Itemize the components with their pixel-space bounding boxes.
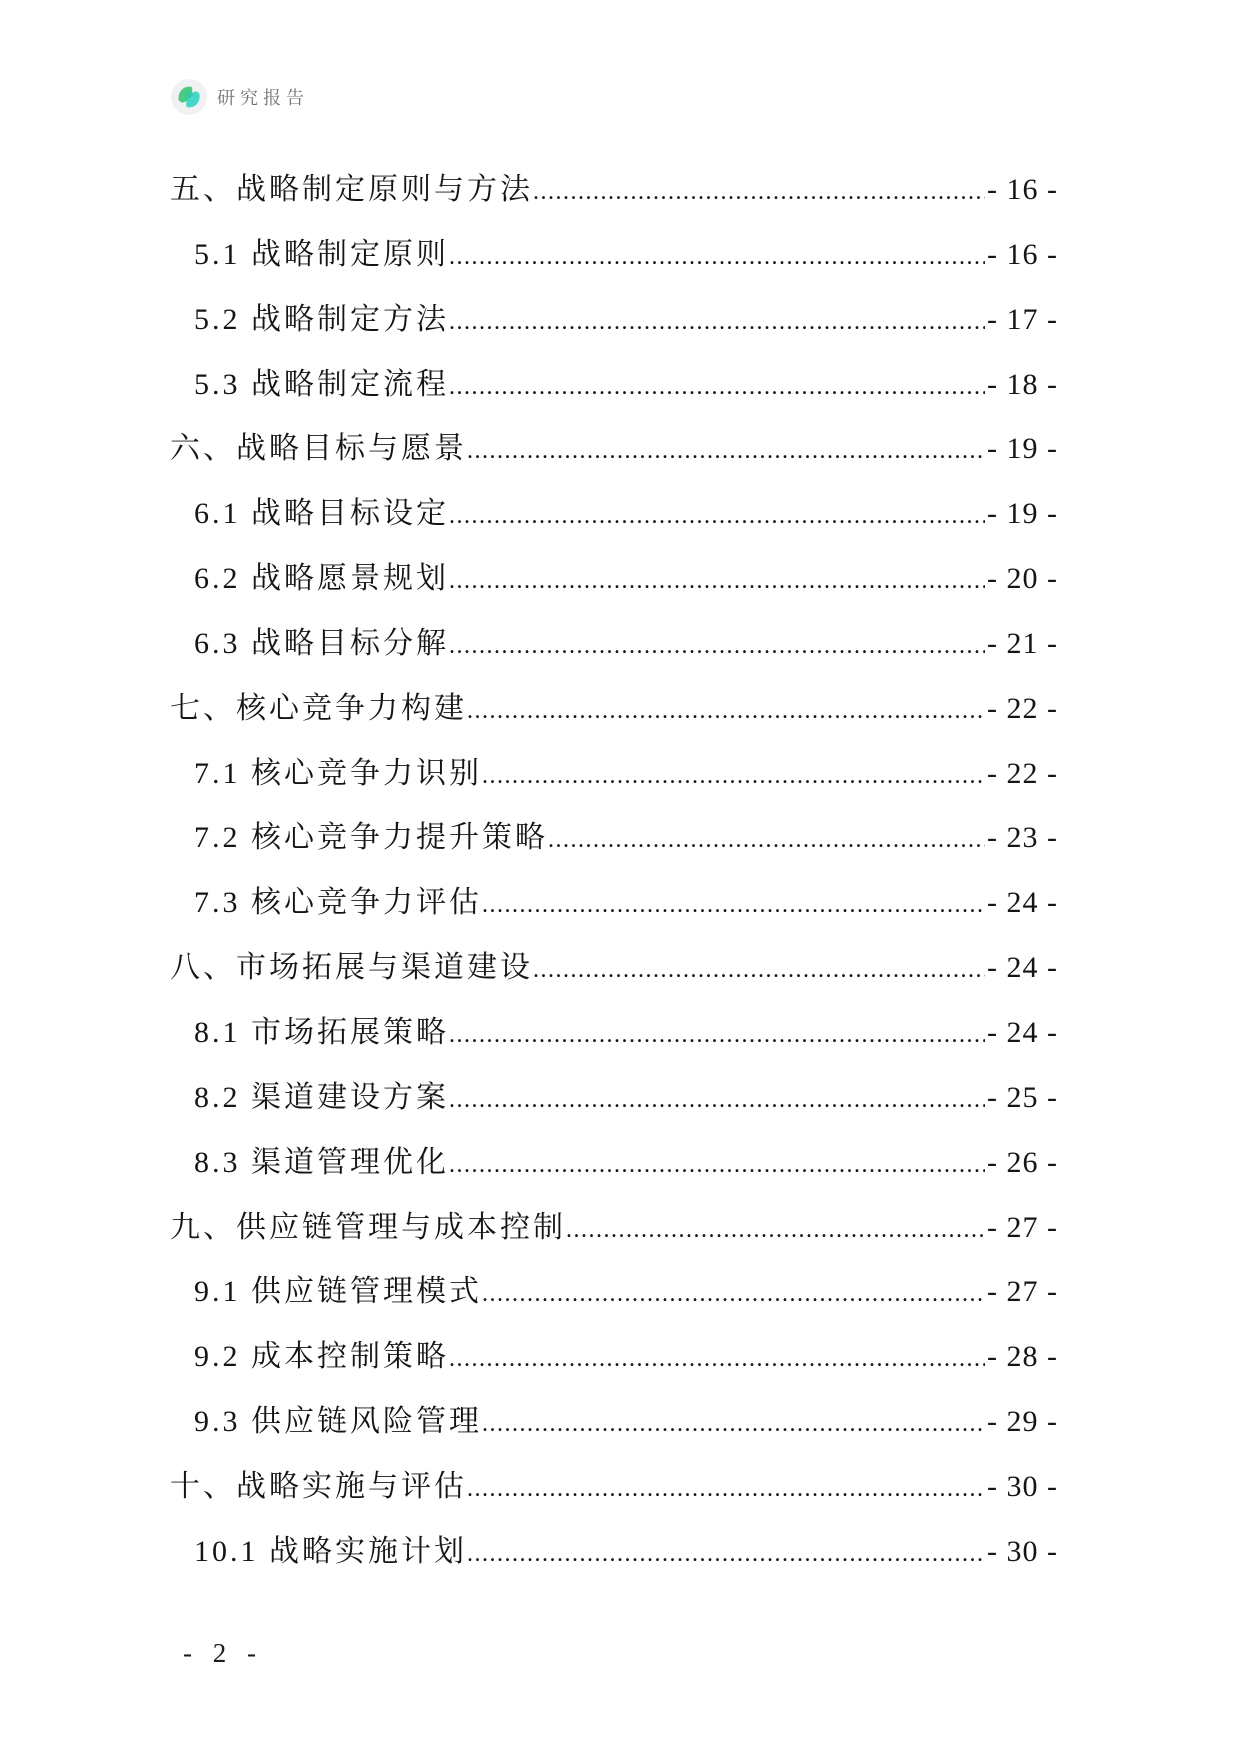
- toc-entry: [170, 290, 1058, 355]
- toc-entry: [170, 1262, 1058, 1327]
- toc-entry-page: - 16 -: [987, 173, 1058, 206]
- toc-entry-label: 5.1 战略制定原则: [194, 237, 449, 271]
- toc-entry-page: - 22 -: [987, 691, 1058, 725]
- toc-entry-page: - 16 -: [987, 237, 1058, 271]
- toc-entry: [170, 549, 1058, 614]
- toc-entry-label: 五、战略制定原则与方法: [170, 173, 533, 206]
- toc-entry: [170, 355, 1058, 420]
- dot-leader: [449, 1022, 985, 1049]
- dot-leader: [449, 244, 985, 271]
- toc-entry-page: - 20 -: [987, 562, 1058, 596]
- toc-entry-page: - 29 -: [987, 1405, 1058, 1439]
- brand-logo-icon: [170, 78, 208, 116]
- toc-entry-label: 10.1 战略实施计划: [194, 1534, 467, 1568]
- toc-entry: [170, 419, 1058, 484]
- toc-entry-label: 8.3 渠道管理优化: [194, 1145, 449, 1179]
- toc-entry: [170, 873, 1058, 938]
- toc-entry-label: 七、核心竞争力构建: [170, 691, 467, 725]
- toc-entry-page: - 24 -: [987, 951, 1058, 985]
- toc-entry-page: - 19 -: [987, 497, 1058, 531]
- dot-leader: [548, 827, 985, 854]
- dot-leader: [533, 179, 985, 206]
- toc-entry-page: - 19 -: [987, 432, 1058, 466]
- toc-entry-page: - 24 -: [987, 886, 1058, 920]
- toc-entry: [170, 1198, 1058, 1263]
- toc-entry-label: 6.2 战略愿景规划: [194, 562, 449, 596]
- toc-entry-page: - 21 -: [987, 626, 1058, 660]
- toc-entry-page: - 25 -: [987, 1080, 1058, 1114]
- dot-leader: [449, 568, 985, 595]
- toc-entry-page: - 27 -: [987, 1210, 1058, 1244]
- dot-leader: [467, 438, 985, 465]
- toc-entry-page: - 17 -: [987, 302, 1058, 336]
- toc-entry: [170, 1392, 1058, 1457]
- toc-entry-label: 7.2 核心竞争力提升策略: [194, 821, 548, 855]
- dot-leader: [566, 1217, 985, 1244]
- toc-entry-label: 六、战略目标与愿景: [170, 432, 467, 466]
- toc-entry-label: 9.3 供应链风险管理: [194, 1405, 482, 1439]
- toc-entry: [170, 679, 1058, 744]
- dot-leader: [449, 1152, 985, 1179]
- toc-entry: [170, 1068, 1058, 1133]
- toc-entry-page: - 28 -: [987, 1340, 1058, 1374]
- dot-leader: [533, 957, 985, 984]
- toc-entry: [170, 808, 1058, 873]
- toc-entry-page: - 27 -: [987, 1275, 1058, 1309]
- toc-entry-label: 8.2 渠道建设方案: [194, 1080, 449, 1114]
- page-header: [170, 78, 309, 116]
- dot-leader: [467, 698, 985, 725]
- toc-entry-page: - 30 -: [987, 1534, 1058, 1568]
- toc-entry-label: 8.1 市场拓展策略: [194, 1015, 449, 1049]
- dot-leader: [482, 763, 985, 790]
- toc-entry-label: 5.2 战略制定方法: [194, 302, 449, 336]
- toc-entry: [170, 938, 1058, 1003]
- toc-entry-label: 5.3 战略制定流程: [194, 367, 449, 401]
- header-title: 研究报告: [217, 88, 309, 108]
- toc-entry-label: 6.3 战略目标分解: [194, 626, 449, 660]
- toc-entry-label: 十、战略实施与评估: [170, 1469, 467, 1503]
- toc-entry-page: - 23 -: [987, 821, 1058, 855]
- toc-entry: [170, 225, 1058, 290]
- dot-leader: [449, 309, 985, 336]
- toc-entry: [170, 614, 1058, 679]
- toc-entry-page: - 30 -: [987, 1469, 1058, 1503]
- toc-entry-label: 9.2 成本控制策略: [194, 1340, 449, 1374]
- toc-entry-label: 9.1 供应链管理模式: [194, 1275, 482, 1309]
- toc-entry-page: - 18 -: [987, 367, 1058, 401]
- toc-entry: [170, 484, 1058, 549]
- dot-leader: [449, 1087, 985, 1114]
- toc-entry-page: - 22 -: [987, 756, 1058, 790]
- toc-entry-page: - 26 -: [987, 1145, 1058, 1179]
- toc-entry-label: 八、市场拓展与渠道建设: [170, 951, 533, 985]
- toc-entry: [170, 1522, 1058, 1587]
- dot-leader: [482, 1411, 985, 1438]
- toc-entry: [170, 1327, 1058, 1392]
- toc-entry: [170, 744, 1058, 809]
- toc-entry-page: - 24 -: [987, 1015, 1058, 1049]
- toc-entry: [170, 1457, 1058, 1522]
- toc-entry-label: 6.1 战略目标设定: [194, 497, 449, 531]
- dot-leader: [449, 633, 985, 660]
- dot-leader: [467, 1476, 985, 1503]
- toc-entry-label: 7.3 核心竞争力评估: [194, 886, 482, 920]
- dot-leader: [467, 1541, 985, 1568]
- dot-leader: [449, 503, 985, 530]
- dot-leader: [482, 1281, 985, 1308]
- toc-entry: [170, 1003, 1058, 1068]
- toc-entry: [170, 160, 1058, 225]
- dot-leader: [449, 1346, 985, 1373]
- toc-entry-label: 7.1 核心竞争力识别: [194, 756, 482, 790]
- footer-page-number: - 2 -: [183, 1638, 263, 1668]
- dot-leader: [482, 892, 985, 919]
- toc-entry: [170, 1133, 1058, 1198]
- toc-entry-label: 九、供应链管理与成本控制: [170, 1210, 566, 1244]
- table-of-contents: [170, 160, 1058, 1587]
- dot-leader: [449, 374, 985, 401]
